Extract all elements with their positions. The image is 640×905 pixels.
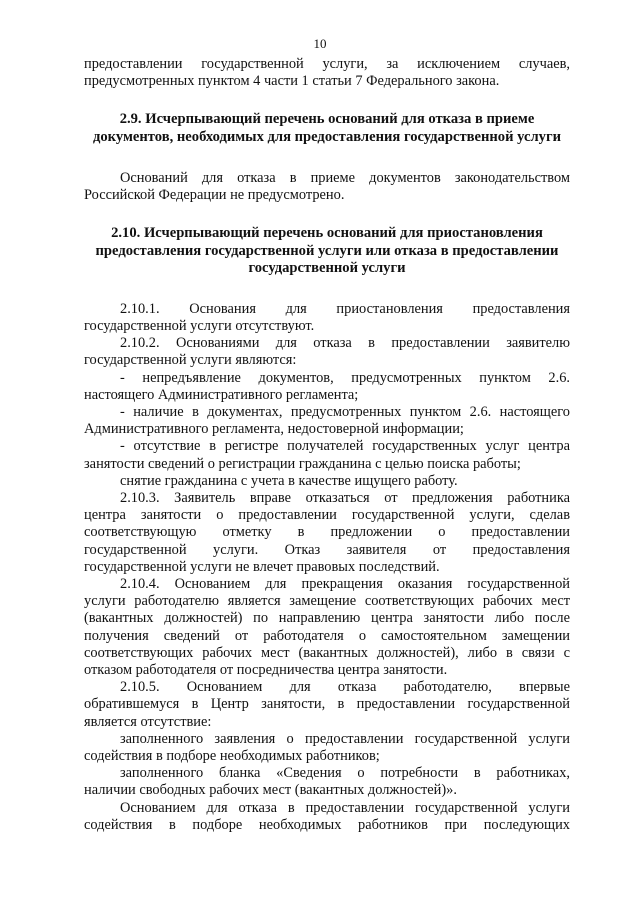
list-item-1 — [84, 370, 570, 404]
text-line: 2.10.5. Основанием для отказа работодателю, впервые — [120, 679, 570, 696]
text-line: Оснований для отказа в приеме документов законодательством — [120, 169, 570, 186]
text-line: 2.10.3. Заявитель вправе отказаться от предложения работника — [120, 490, 570, 507]
text-line: наличии свободных рабочих мест (вакантных должностей)». — [84, 782, 457, 799]
text-line: - непредъявление документов, предусмотренных пунктом 2.6. — [120, 369, 570, 386]
paragraph-2-10-4 — [84, 576, 570, 679]
paragraph-2-9 — [84, 170, 570, 204]
paragraph-intro — [84, 56, 570, 90]
text-line: занятости сведений о регистрации гражданина с целью поиска работы; — [84, 455, 521, 472]
text-line: является отсутствие: — [84, 713, 212, 730]
section-heading-2-9 — [84, 111, 570, 146]
text-line: отказом работодателя от посредничества центра занятости. — [84, 662, 448, 679]
list-item-2 — [84, 404, 570, 438]
text-line: соответствующих рабочих мест (вакантных должностей), либо в связи с — [84, 644, 570, 661]
page-number: 10 — [313, 36, 327, 51]
text-line: 2.10.2. Основаниями для отказа в предоставлении заявителю — [120, 335, 570, 352]
text-line: соответствующую отметку в предложении о предоставлении — [84, 524, 570, 541]
text-line: (вакантных должностей) по направлению центра занятости либо после — [84, 610, 570, 627]
paragraph-final — [84, 800, 570, 834]
text-line: государственной услуги. Отказ заявителя от предоставления — [84, 541, 570, 558]
text-line: Российской Федерации не предусмотрено. — [84, 186, 345, 203]
text-line: государственной услуги являются: — [84, 352, 297, 369]
text-line: Административного регламента, недостоверной информации; — [84, 421, 464, 438]
paragraph-2-10-2 — [84, 335, 570, 369]
list-item-5 — [84, 731, 570, 765]
list-item-3 — [84, 438, 570, 472]
text-line: предусмотренных пунктом 4 части 1 статьи 7 Федерального закона. — [84, 73, 500, 90]
heading-line: документов, необходимых для предоставления государственной услуги — [93, 129, 561, 145]
text-line: - отсутствие в регистре получателей государственных услуг центра — [120, 438, 570, 455]
paragraph-2-10-1 — [84, 301, 570, 335]
list-item-6 — [84, 765, 570, 799]
text-line: услуги работодателю является замещение соответствующих рабочих мест — [84, 593, 570, 610]
text-line: содействия в подборе необходимых работников; — [84, 748, 380, 765]
text-line: заполненного заявления о предоставлении государственной услуги — [120, 730, 570, 747]
text-line: государственной услуги не влечет правовых последствий. — [84, 558, 440, 575]
document-body — [84, 56, 570, 834]
heading-line: 2.9. Исчерпывающий перечень оснований для отказа в приеме — [119, 111, 535, 128]
text-line: 2.10.4. Основанием для прекращения оказания государственной — [120, 576, 570, 593]
heading-line: предоставления государственной услуги или отказа в предоставлении — [95, 242, 559, 259]
text-line: настоящего Административного регламента; — [84, 386, 359, 403]
text-line: Основанием для отказа в предоставлении государственной услуги — [120, 799, 570, 816]
text-line: центра занятости о предоставлении государственной услуги, сделав — [84, 507, 570, 524]
text-line: обратившемуся в Центр занятости, в предоставлении государственной — [84, 696, 570, 713]
text-line: заполненного бланка «Сведения о потребности в работниках, — [120, 765, 570, 782]
text-line: 2.10.1. Основания для приостановления предоставления — [120, 300, 570, 317]
text-line: предоставлении государственной услуги, за исключением случаев, — [84, 56, 570, 72]
text-line: получения сведений от работодателя о самостоятельном замещении — [84, 627, 570, 644]
paragraph-2-10-3 — [84, 490, 570, 576]
paragraph-2-10-5 — [84, 679, 570, 731]
text-line: государственной услуги отсутствуют. — [84, 317, 315, 334]
heading-line: 2.10. Исчерпывающий перечень оснований для приостановления — [111, 225, 543, 241]
text-line: - наличие в документах, предусмотренных пунктом 2.6. настоящего — [120, 404, 570, 420]
list-item-4 — [84, 473, 570, 490]
text-line: снятие гражданина с учета в качестве ищущего работу. — [120, 472, 458, 489]
heading-line: государственной услуги — [248, 260, 406, 277]
text-line: содействия в подборе необходимых работников при последующих — [84, 816, 570, 833]
section-heading-2-10 — [84, 225, 570, 278]
